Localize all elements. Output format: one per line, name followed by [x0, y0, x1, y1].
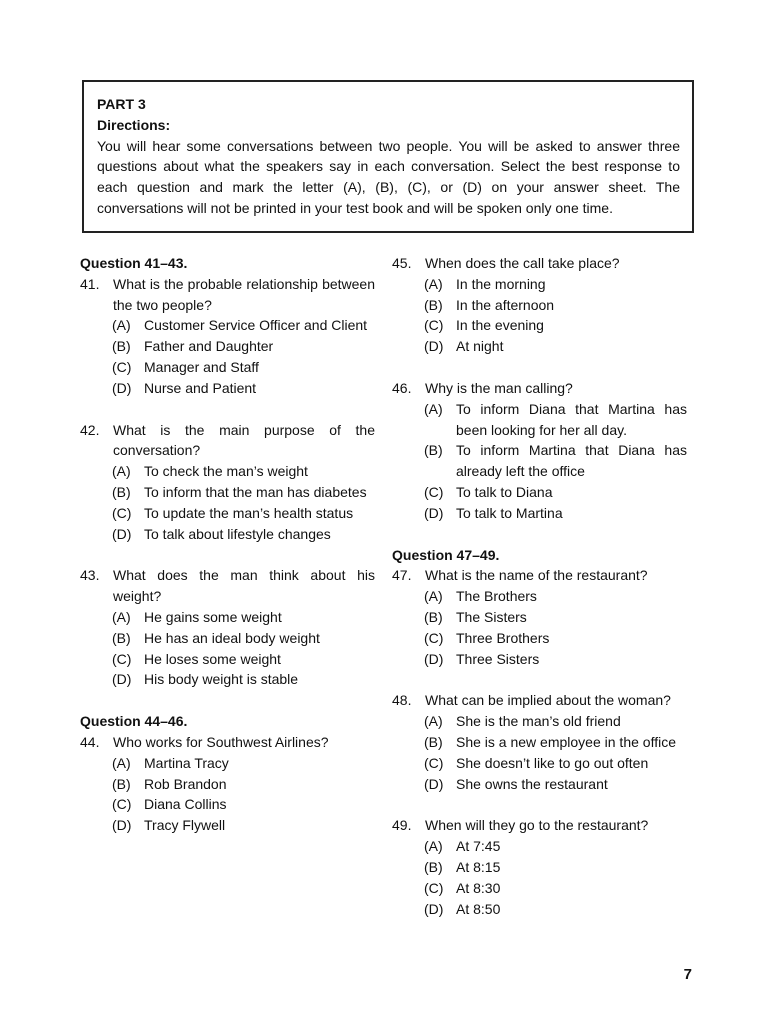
- option-letter: (D): [424, 504, 444, 521]
- option: [424, 899, 687, 920]
- question-text: What does the man think about his weight?: [113, 567, 375, 605]
- option-text: Nurse and Patient: [144, 379, 257, 396]
- option-text: He has an ideal body weight: [144, 629, 320, 646]
- option-letter: (A): [112, 463, 131, 480]
- directions-label: Directions:: [97, 116, 171, 133]
- option-letter: (C): [424, 879, 444, 896]
- question-number: 49.: [392, 817, 412, 834]
- option-letter: (B): [112, 775, 131, 792]
- directions-text: You will hear some conversations between two people. You will be asked to answer three questions about what the speakers say in each conversation. Select the best response to each question and mark the letter (A), (B), (C), or (D) on your answer sheet. The conversations will not be printed in your test book and will be spoken only one time.: [97, 137, 680, 216]
- right-column: [392, 253, 687, 919]
- option: [424, 503, 687, 524]
- option-letter: (D): [424, 900, 444, 917]
- option-text: To talk about lifestyle changes: [144, 525, 331, 542]
- option-text: To inform Martina that Diana has already left the office: [456, 442, 687, 480]
- question-number: 47.: [392, 567, 412, 584]
- left-column: [80, 253, 375, 836]
- question-49: [392, 815, 687, 836]
- option: [424, 440, 687, 482]
- option-text: At 8:30: [456, 879, 501, 896]
- option-text: To update the man’s health status: [144, 504, 354, 521]
- option: [424, 878, 687, 899]
- option-text: To check the man’s weight: [144, 463, 308, 480]
- option-letter: (C): [424, 317, 444, 334]
- option-letter: (A): [424, 838, 443, 855]
- option: [112, 649, 375, 670]
- option-letter: (D): [424, 338, 444, 355]
- option-text: At 7:45: [456, 838, 501, 855]
- option-text: Martina Tracy: [144, 754, 229, 771]
- option-text: In the morning: [456, 275, 546, 292]
- option: [112, 628, 375, 649]
- question-text: Why is the man calling?: [425, 379, 573, 396]
- question-number: 45.: [392, 255, 412, 271]
- question-44: [80, 732, 375, 753]
- question-47: [392, 565, 687, 586]
- option-text: To talk to Diana: [456, 483, 553, 500]
- question-text: When will they go to the restaurant?: [425, 817, 649, 834]
- question-number: 42.: [80, 421, 100, 438]
- option-text: She owns the restaurant: [456, 775, 608, 792]
- option-letter: (D): [112, 817, 132, 834]
- option-letter: (B): [424, 733, 443, 750]
- option: [424, 586, 687, 607]
- question-number: 48.: [392, 692, 412, 709]
- group-title: Question 44–46.: [80, 713, 188, 730]
- option-text: His body weight is stable: [144, 671, 299, 688]
- option-letter: (D): [424, 775, 444, 792]
- option-letter: (C): [424, 629, 444, 646]
- option: [424, 315, 687, 336]
- option-text: She is a new employee in the office: [456, 733, 676, 750]
- option: [112, 357, 375, 378]
- question-number: 41.: [80, 275, 100, 292]
- question-number: 44.: [80, 733, 100, 750]
- option-text: At 8:50: [456, 900, 501, 917]
- option-text: Tracy Flywell: [144, 817, 226, 834]
- option: [112, 774, 375, 795]
- option: [424, 628, 687, 649]
- option-letter: (B): [424, 608, 443, 625]
- option-letter: (B): [112, 629, 131, 646]
- option-text: At night: [456, 338, 504, 355]
- option-letter: (D): [112, 379, 132, 396]
- option: [424, 711, 687, 732]
- option-letter: (B): [112, 483, 131, 500]
- question-41: [80, 274, 375, 316]
- question-45: [392, 253, 687, 274]
- option: [112, 669, 375, 690]
- option-letter: (C): [112, 504, 132, 521]
- option: [112, 503, 375, 524]
- option: [112, 524, 375, 545]
- option-text: He gains some weight: [144, 608, 282, 625]
- question-text: When does the call take place?: [425, 255, 620, 271]
- option: [112, 336, 375, 357]
- question-number: 43.: [80, 567, 100, 584]
- part-title: PART 3: [97, 96, 146, 112]
- group-title: Question 47–49.: [392, 546, 500, 563]
- option: [112, 607, 375, 628]
- question-text: What is the probable relationship between the two people?: [113, 275, 375, 313]
- option: [112, 753, 375, 774]
- option-text: She doesn’t like to go out often: [456, 754, 649, 771]
- option: [112, 461, 375, 482]
- option-letter: (D): [112, 525, 132, 542]
- question-text: Who works for Southwest Airlines?: [113, 733, 329, 750]
- option-text: Manager and Staff: [144, 358, 259, 375]
- option: [424, 732, 687, 753]
- option-text: In the afternoon: [456, 296, 555, 313]
- option: [424, 857, 687, 878]
- question-43: [80, 565, 375, 607]
- option: [424, 649, 687, 670]
- option-letter: (A): [112, 608, 131, 625]
- option-letter: (B): [112, 338, 131, 355]
- option-letter: (C): [112, 358, 132, 375]
- option-letter: (A): [112, 317, 131, 334]
- option: [112, 482, 375, 503]
- option-letter: (C): [424, 483, 444, 500]
- question-48: [392, 690, 687, 711]
- option-letter: (C): [112, 650, 132, 667]
- option-text: He loses some weight: [144, 650, 281, 667]
- option-text: In the evening: [456, 317, 544, 334]
- option-text: Three Sisters: [456, 650, 540, 667]
- page-number: 7: [683, 966, 692, 983]
- question-number: 46.: [392, 379, 412, 396]
- question-text: What is the main purpose of the conversation?: [113, 421, 375, 459]
- question-text: What can be implied about the woman?: [425, 692, 671, 709]
- option: [424, 607, 687, 628]
- option-text: The Sisters: [456, 608, 527, 625]
- option-text: To inform that the man has diabetes: [144, 483, 367, 500]
- option-letter: (A): [424, 713, 443, 730]
- option: [424, 774, 687, 795]
- option-letter: (A): [424, 588, 443, 605]
- option: [424, 295, 687, 316]
- option-text: Customer Service Officer and Client: [144, 317, 368, 334]
- option-text: To talk to Martina: [456, 504, 563, 521]
- question-text: What is the name of the restaurant?: [425, 567, 648, 584]
- option: [424, 336, 687, 357]
- question-46: [392, 378, 687, 399]
- option-letter: (C): [112, 796, 132, 813]
- option: [112, 794, 375, 815]
- option: [112, 315, 375, 336]
- option-letter: (B): [424, 442, 443, 459]
- option-letter: (A): [424, 275, 443, 292]
- option-text: Three Brothers: [456, 629, 550, 646]
- option-text: She is the man’s old friend: [456, 713, 621, 730]
- option-text: To inform Diana that Martina has been looking for her all day.: [456, 400, 687, 438]
- option-text: Rob Brandon: [144, 775, 227, 792]
- option-text: Father and Daughter: [144, 338, 274, 355]
- option-letter: (D): [424, 650, 444, 667]
- option-letter: (B): [424, 858, 443, 875]
- option: [424, 274, 687, 295]
- question-42: [80, 420, 375, 462]
- option-text: The Brothers: [456, 588, 537, 605]
- group-title: Question 41–43.: [80, 255, 188, 271]
- option-text: Diana Collins: [144, 796, 227, 813]
- option-letter: (C): [424, 754, 444, 771]
- option: [112, 378, 375, 399]
- directions-box: [82, 80, 694, 233]
- option: [112, 815, 375, 836]
- option-letter: (D): [112, 671, 132, 688]
- option: [424, 836, 687, 857]
- option: [424, 482, 687, 503]
- option-letter: (B): [424, 296, 443, 313]
- option-text: At 8:15: [456, 858, 501, 875]
- option: [424, 753, 687, 774]
- option-letter: (A): [112, 754, 131, 771]
- option-letter: (A): [424, 400, 443, 417]
- option: [424, 399, 687, 441]
